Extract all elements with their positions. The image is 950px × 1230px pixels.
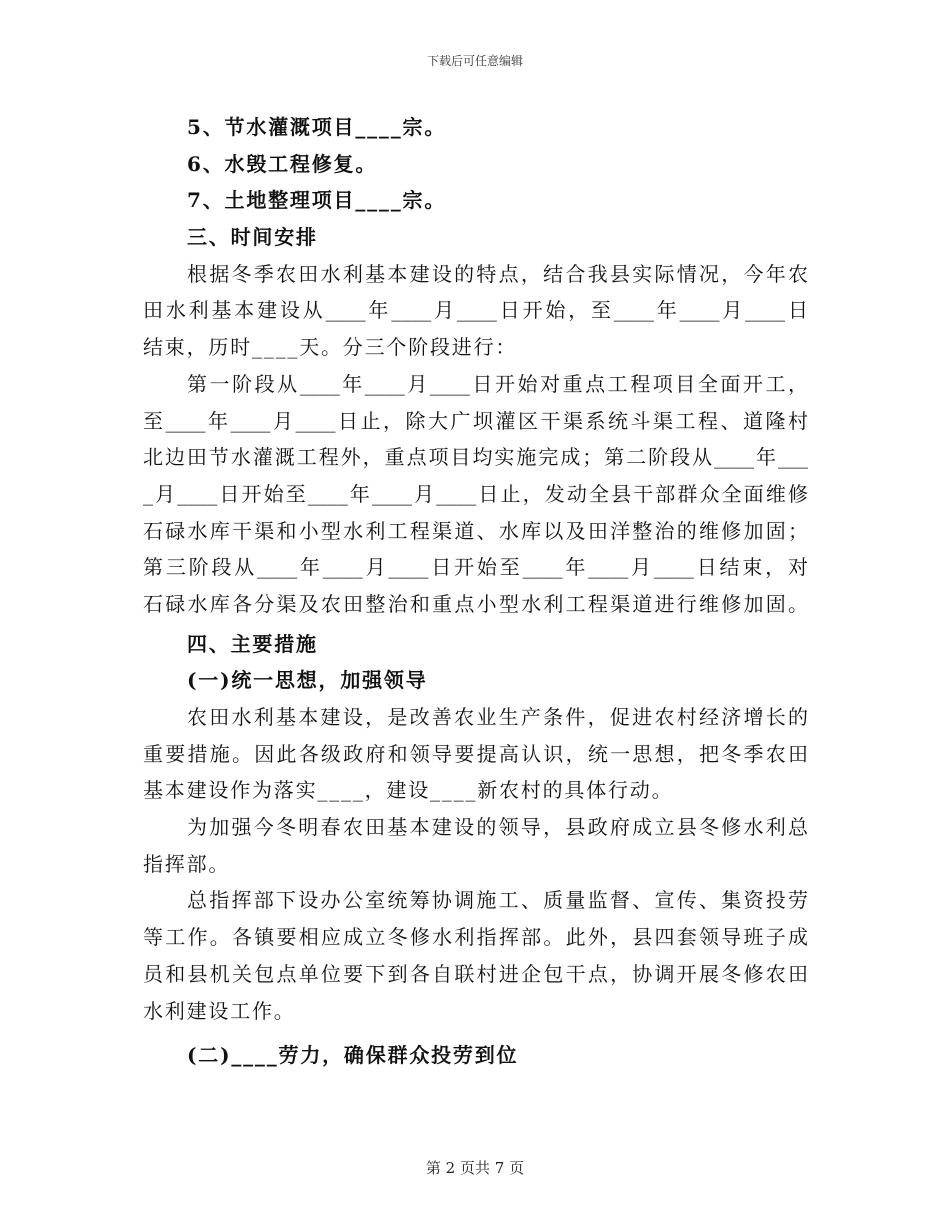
paragraph-line: 石碌水库各分渠及农田整治和重点小型水利工程渠道进行维修加固。: [143, 591, 808, 616]
list-item-7: 7、土地整理项目____宗。: [187, 188, 447, 213]
paragraph-line: 田水利基本建设从____年____月____日开始，至____年____月____日: [143, 298, 808, 323]
paragraph-line: 等工作。各镇要相应成立冬修水利指挥部。此外，县四套领导班子成: [143, 925, 808, 950]
paragraph-line: 为加强今冬明春农田基本建设的领导，县政府成立县冬修水利总: [187, 815, 808, 840]
list-item-6: 6、水毁工程修复。: [187, 151, 378, 176]
paragraph-line: 至____年____月____日止，除大广坝灌区干渠系统斗渠工程、道隆村: [143, 408, 808, 433]
paragraph-line: 基本建设作为落实____，建设____新农村的具体行动。: [143, 778, 674, 803]
paragraph-line: 第三阶段从____年____月____日开始至____年____月____日结束，对: [143, 555, 808, 580]
paragraph-line: 总指挥部下设办公室统筹协调施工、质量监督、宣传、集资投劳: [187, 888, 808, 913]
subsection-heading-1: (一)统一思想，加强领导: [187, 668, 428, 693]
paragraph-line: 水利建设工作。: [143, 998, 296, 1023]
paragraph-line: 重要措施。因此各级政府和领导要提高认识，统一思想，把冬季农田: [143, 741, 808, 766]
section-heading-3: 三、时间安排: [187, 225, 318, 250]
paragraph-line: 根据冬季农田水利基本建设的特点，结合我县实际情况，今年农: [187, 261, 808, 286]
section-heading-4: 四、主要措施: [187, 631, 318, 656]
list-item-5: 5、节水灌溉项目____宗。: [187, 115, 447, 139]
page-header: 下载后可任意编辑: [426, 54, 523, 68]
paragraph-line: 员和县机关包点单位要下到各自联村进企包干点，协调开展冬修农田: [143, 961, 808, 986]
document-body: [143, 109, 808, 1074]
paragraph-line: 指挥部。: [143, 851, 231, 876]
paragraph-line: 第一阶段从____年____月____日开始对重点工程项目全面开工，: [187, 371, 808, 396]
page-footer: 第 2 页共 7 页: [425, 1159, 525, 1177]
subsection-heading-2: (二)____劳力，确保群众投劳到位: [187, 1043, 519, 1068]
paragraph-line: _月____日开始至____年____月____日止，发动全县干部群众全面维修: [143, 481, 808, 506]
paragraph-line: 农田水利基本建设，是改善农业生产条件，促进农村经济增长的: [187, 705, 808, 729]
paragraph-line: 结束，历时____天。分三个阶段进行：: [143, 335, 518, 360]
paragraph-line: 北边田节水灌溉工程外，重点项目均实施完成；第二阶段从____年___: [143, 445, 808, 470]
paragraph-line: 石碌水库干渠和小型水利工程渠道、水库以及田洋整治的维修加固；: [143, 518, 808, 543]
